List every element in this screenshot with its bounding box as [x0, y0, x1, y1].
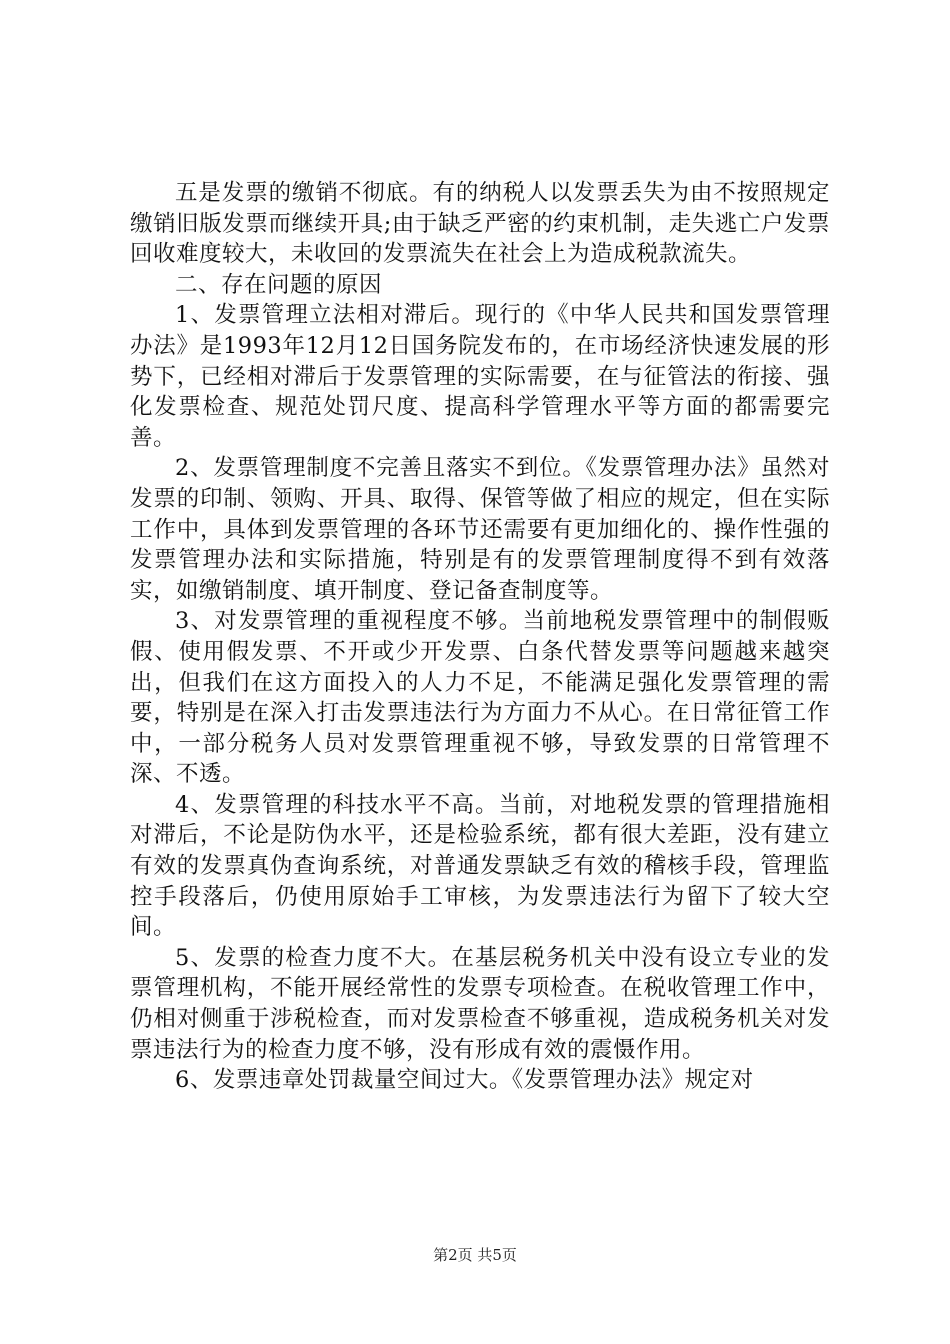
section-heading-causes: 二、存在问题的原因: [175, 271, 383, 298]
paragraph-cause-3: 3、对发票管理的重视程度不够。当前地税发票管理中的制假贩假、使用假发票、不开或少开发票、白条代替发票等问题越来越突出，但我们在这方面投入的人力不足，不能满足强化发票管理的需要，特别是在深入打击发票违法行为方面力不从心。在日常征管工作中，一部分税务人员对发票管理重视不够，导致发票的日常管理不深、不透。: [130, 608, 830, 788]
paragraph-cause-6: 6、发票违章处罚裁量空间过大。《发票管理办法》规定对: [175, 1067, 754, 1094]
paragraph-cause-5: 5、发票的检查力度不大。在基层税务机关中没有设立专业的发票管理机构，不能开展经常性的发票专项检查。在税收管理工作中，仍相对侧重于涉税检查，而对发票检查不够重视，造成税务机关对发票违法行为的检查力度不够，没有形成有效的震慑作用。: [130, 944, 830, 1063]
page-number-footer: 第2页 共5页: [433, 1246, 517, 1264]
paragraph-cause-1: 1、发票管理立法相对滞后。现行的《中华人民共和国发票管理办法》是1993年12月12日国务院发布的，在市场经济快速发展的形势下，已经相对滞后于发票管理的实际需要，在与征管法的衔接、强化发票检查、规范处罚尺度、提高科学管理水平等方面的都需要完善。: [130, 302, 830, 451]
document-body: [130, 178, 830, 1096]
paragraph-invoice-cancellation: 五是发票的缴销不彻底。有的纳税人以发票丢失为由不按照规定缴销旧版发票而继续开具;由于缺乏严密的约束机制，走失逃亡户发票回收难度较大，未收回的发票流失在社会上为造成税款流失。: [130, 180, 830, 268]
paragraph-cause-4: 4、发票管理的科技水平不高。当前，对地税发票的管理措施相对滞后，不论是防伪水平，还是检验系统，都有很大差距，没有建立有效的发票真伪查询系统，对普通发票缺乏有效的稽核手段，管理监控手段落后，仍使用原始手工审核，为发票违法行为留下了较大空间。: [130, 791, 830, 941]
paragraph-cause-2: 2、发票管理制度不完善且落实不到位。《发票管理办法》虽然对发票的印制、领购、开具、取得、保管等做了相应的规定，但在实际工作中，具体到发票管理的各环节还需要有更加细化的、操作性强的发票管理办法和实际措施，特别是有的发票管理制度得不到有效落实，如缴销制度、填开制度、登记备查制度等。: [130, 455, 830, 604]
